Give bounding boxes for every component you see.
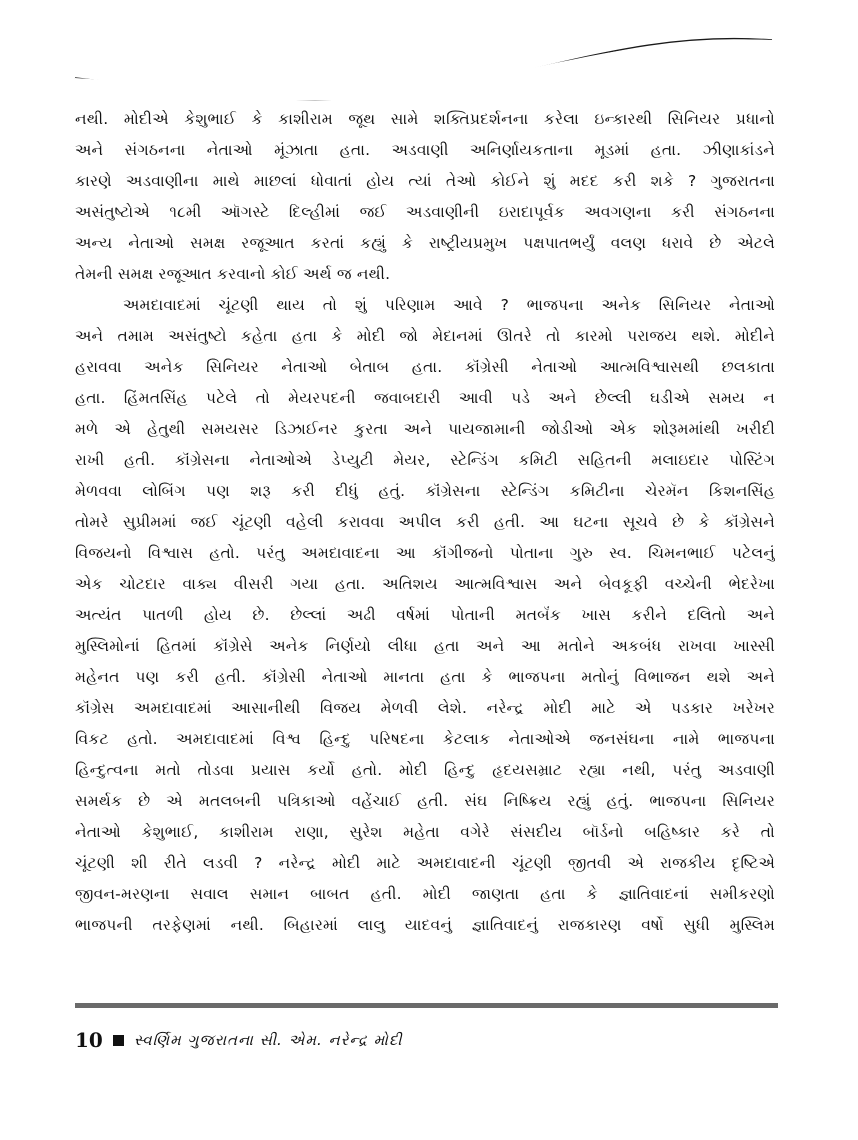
text-line: વિજયનો વિશ્વાસ હતો. પરંતુ અમદાવાદના આ કૉંગીજનો પોતાના ગુરુ સ્વ. ચિમનભાઈ પટેલનું: [75, 544, 775, 562]
text-line: ભાજપની તરફેણમાં નથી. બિહારમાં લાલુ યાદવનું જ્ઞાતિવાદનું રાજકારણ વર્ષો સુધી મુસ્લિમ: [75, 916, 775, 934]
text-line: નેતાઓ કેશુભાઈ, કાશીરામ રાણા, સુરેશ મહેતા વગેરે સંસદીય બૉર્ડનો બહિષ્કાર કરે તો: [75, 823, 775, 841]
text-line: એક ચોટદાર વાક્ય વીસરી ગયા હતા. અતિશય આત્મવિશ્વાસ અને બેવકૂફી વચ્ચેની ભેદરેખા: [75, 575, 775, 593]
text-line: અને તમામ અસંતુષ્ટો કહેતા હતા કે મોદી જો મેદાનમાં ઊતરે તો કારમો પરાજય થશે. મોદીને: [75, 327, 775, 345]
text-line: કૉંગ્રેસ અમદાવાદમાં આસાનીથી વિજય મેળવી લેશે. નરેન્દ્ર મોદી માટે એ પડકાર ખરેખર: [75, 699, 775, 717]
footer-rule: [75, 1003, 778, 1008]
text-line: જીવન-મરણના સવાલ સમાન બાબત હતી. મોદી જાણતા હતા કે જ્ઞાતિવાદનાં સમીકરણો: [75, 885, 775, 903]
text-line: હિન્દુત્વના મતો તોડવા પ્રયાસ કર્યો હતો. મોદી હિન્દુ હૃદયસમ્રાટ રહ્યા નથી, પરંતુ અડવાણી: [75, 761, 775, 779]
text-line: અન્ય નેતાઓ સમક્ષ રજૂઆત કરતાં કહ્યું કે રાષ્ટ્રીયપ્રમુખ પક્ષપાતભર્યું વલણ ધરાવે છે એટલે: [75, 234, 775, 252]
text-line: હતા. હિંમતસિંહ પટેલે તો મેયરપદની જવાબદારી આવી પડે અને છેલ્લી ઘડીએ સમય ન: [75, 389, 775, 407]
page-number: 10: [75, 1028, 103, 1052]
text-line: અસંતુષ્ટોએ ૧૮મી ઑગસ્ટે દિલ્હીમાં જઈ અડવાણીની ઇરાદાપૂર્વક અવગણના કરી સંગઠનના: [75, 203, 775, 221]
text-line: સમર્થક છે એ મતલબની પત્રિકાઓ વહેંચાઈ હતી. સંઘ નિષ્ક્રિય રહ્યું હતું. ભાજપના સિનિયર: [75, 792, 775, 810]
text-line: નથી. મોદીએ કેશુભાઈ કે કાશીરામ જૂથ સામે શક્તિપ્રદર્શનના કરેલા ઇન્કારથી સિનિયર પ્રધાનો: [75, 110, 775, 128]
text-line: વિકટ હતો. અમદાવાદમાં વિશ્વ હિન્દુ પરિષદના કેટલાક નેતાઓએ જનસંઘના નામે ભાજપના: [75, 730, 775, 748]
text-line: મળે એ હેતુથી સમયસર ડિઝાઈનર કુરતા અને પાયજામાની જોડીઓ એક શોરૂમમાંથી ખરીદી: [75, 420, 775, 438]
running-title: સ્વર્ણિમ ગુજરાતના સી. એમ. નરેન્દ્ર મોદી: [133, 1031, 403, 1049]
article-body: [75, 104, 775, 941]
text-line: ચૂંટણી શી રીતે લડવી ? નરેન્દ્ર મોદી માટે અમદાવાદની ચૂંટણી જીતવી એ રાજકીય દૃષ્ટિએ: [75, 854, 775, 872]
text-line: હરાવવા અનેક સિનિયર નેતાઓ બેતાબ હતા. કૉંગ્રેસી નેતાઓ આત્મવિશ્વાસથી છલકાતા: [75, 358, 775, 376]
text-line: રાખી હતી. કૉંગ્રેસના નેતાઓએ ડેપ્યુટી મેયર, સ્ટેન્ડિંગ કમિટી સહિતની મલાઇદાર પોસ્ટિંગ: [75, 451, 775, 469]
text-line: અને સંગઠનના નેતાઓ મૂંઝાતા હતા. અડવાણી અનિર્ણાયકતાના મૂડમાં હતા. ઝીણાકાંડને: [75, 141, 775, 159]
square-bullet-icon: [113, 1035, 124, 1046]
text-line: તોમરે સુપ્રીમમાં જઈ ચૂંટણી વહેલી કરાવવા અપીલ કરી હતી. આ ઘટના સૂચવે છે કે કૉંગ્રેસને: [75, 513, 775, 531]
text-line: તેમની સમક્ષ રજૂઆત કરવાનો કોઈ અર્થ જ નથી.: [75, 265, 391, 283]
text-line: કારણે અડવાણીના માથે માછલાં ધોવાતાં હોય ત્યાં તેઓ કોઈને શું મદદ કરી શકે ? ગુજરાતના: [75, 172, 775, 190]
text-line: અમદાવાદમાં ચૂંટણી થાય તો શું પરિણામ આવે ? ભાજપના અનેક સિનિયર નેતાઓ: [123, 296, 775, 314]
text-line: મુસ્લિમોનાં હિતમાં કૉંગ્રેસે અનેક નિર્ણયો લીધા હતા અને આ મતોને અકબંધ રાખવા ખાસ્સી: [75, 637, 775, 655]
text-line: અત્યંત પાતળી હોય છે. છેલ્લાં અઢી વર્ષમાં પોતાની મતબૅંક ખાસ કરીને દલિતો અને: [75, 606, 775, 624]
decorative-wave-header: [0, 0, 858, 120]
page-footer: [75, 1025, 403, 1055]
text-line: મેળવવા લોબિંગ પણ શરૂ કરી દીધું હતું. કૉંગ્રેસના સ્ટેન્ડિંગ કમિટીના ચેરમૅન કિશનસિંહ: [75, 482, 775, 500]
text-line: મહેનત પણ કરી હતી. કૉંગ્રેસી નેતાઓ માનતા હતા કે ભાજપના મતોનું વિભાજન થશે અને: [75, 668, 775, 686]
